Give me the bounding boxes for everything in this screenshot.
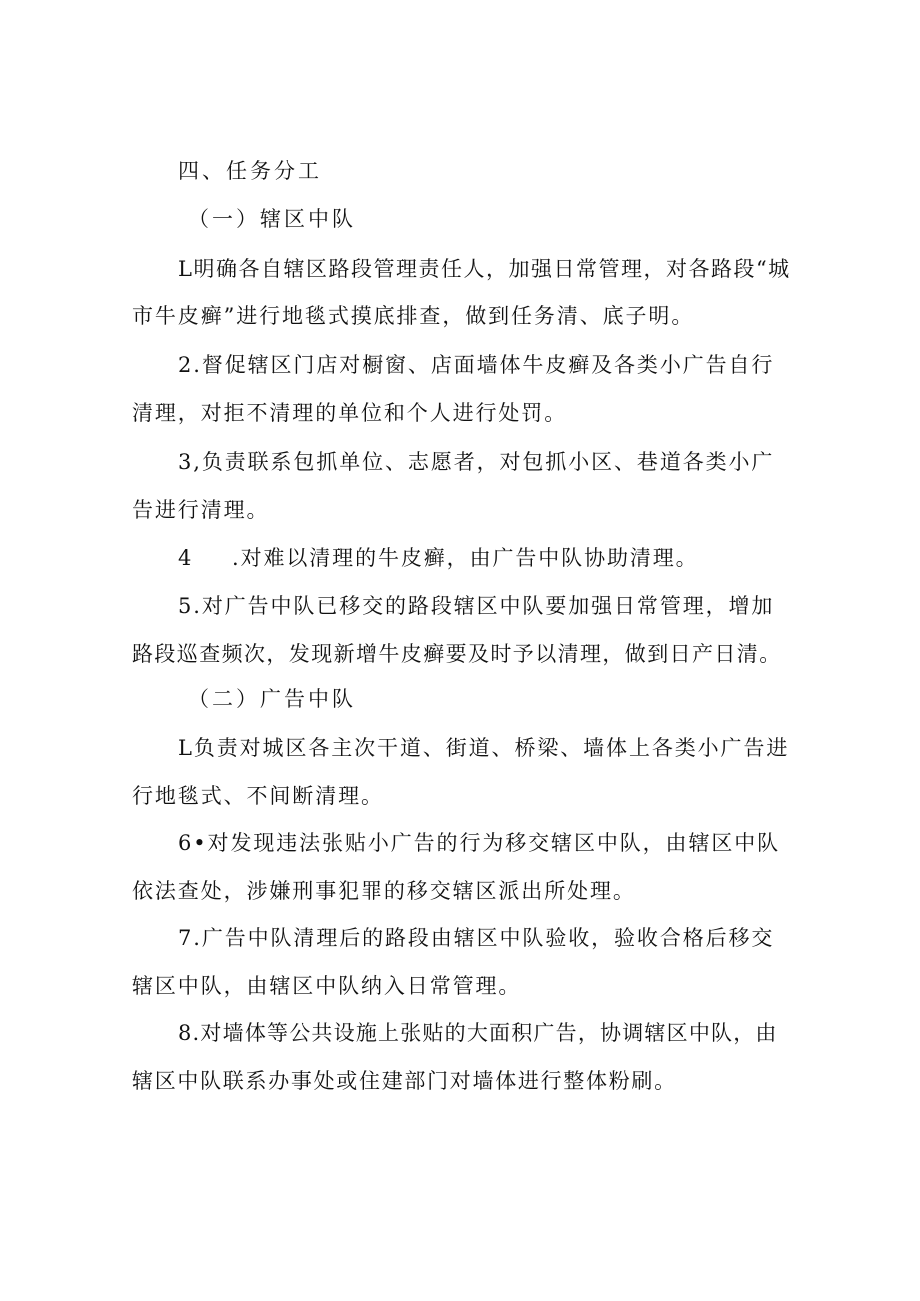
paragraph-line: 3,负责联系包抓单位、志愿者，对包抓小区、巷道各类小广 [178,450,775,474]
paragraph-line: 辖区中队，由辖区中队纳入日常管理。 [132,974,522,998]
paragraph-line: 8.对墙体等公共设施上张贴的大面积广告，协调辖区中队，由 [178,1021,778,1045]
section-heading: 四、任务分工 [178,159,322,183]
paragraph-line: 告进行清理。 [132,498,270,522]
paragraph-line: 清理，对拒不清理的单位和个人进行处罚。 [132,401,568,425]
paragraph-line: 6•对发现违法张贴小广告的行为移交辖区中队，由辖区中队 [178,831,781,855]
paragraph-line: 5.对广告中队已移交的路段辖区中队要加强日常管理，增加 [178,594,775,618]
subsection-title-2: （二）广告中队 [188,687,356,711]
paragraph-line: L明确各自辖区路段管理责任人，加强日常管理，对各路段“城 [178,257,791,281]
item-text: .对难以清理的牛皮癣，由广告中队协助清理。 [232,546,699,570]
paragraph-line: 路段巡查频次，发现新增牛皮癣要及时予以清理，做到日产日清。 [132,642,782,666]
paragraph-line: 2.督促辖区门店对橱窗、店面墙体牛皮癣及各类小广告自行 [178,353,775,377]
paragraph-line: 行地毯式、不间断清理。 [132,784,384,808]
subsection-title-1: （一）辖区中队 [188,207,356,231]
paragraph-line: L负责对城区各主次干道、街道、桥梁、墙体上各类小广告进 [178,736,790,760]
paragraph-line: 7.广告中队清理后的路段由辖区中队验收，验收合格后移交 [178,926,775,950]
item-number: 4 [178,546,194,570]
paragraph-line: 辖区中队联系办事处或住建部门对墙体进行整体粉刷。 [132,1069,677,1093]
paragraph-line: 市牛皮癣”进行地毯式摸底排查，做到任务清、底子明。 [132,304,695,328]
paragraph-line [178,548,699,569]
paragraph-line: 依法查处，涉嫌刑事犯罪的移交辖区派出所处理。 [132,879,636,903]
